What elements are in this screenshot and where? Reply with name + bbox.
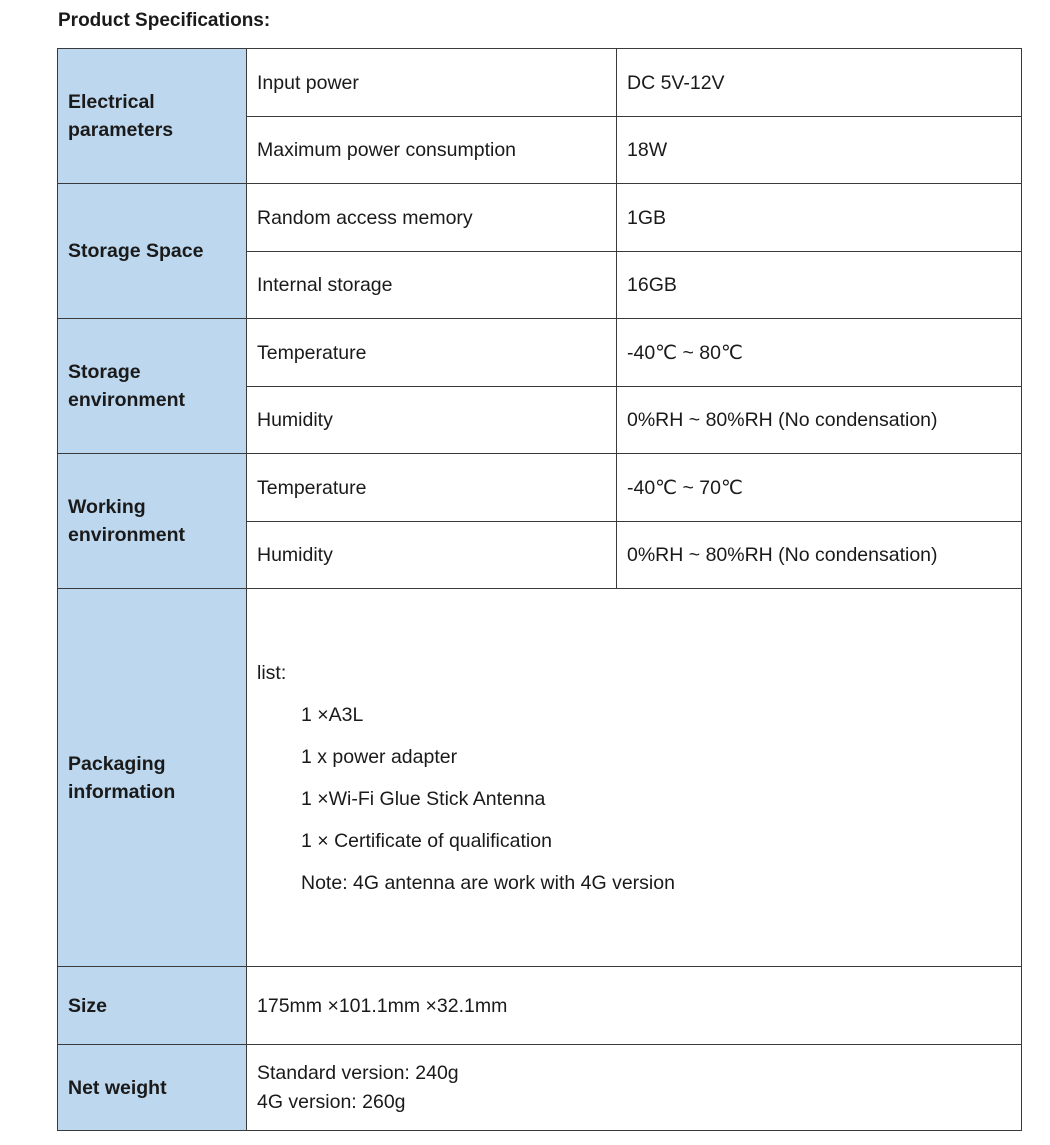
table-row — [58, 184, 1022, 252]
param-cell: Maximum power consumption — [247, 117, 617, 184]
category-net-weight: Net weight — [58, 1045, 247, 1131]
spec-table — [57, 48, 1022, 1131]
table-row — [58, 967, 1022, 1045]
table-row — [58, 589, 1022, 967]
value-cell: DC 5V-12V — [617, 49, 1022, 117]
table-row — [58, 49, 1022, 117]
value-cell: 18W — [617, 117, 1022, 184]
packaging-list-label: list: — [257, 661, 287, 684]
param-cell: Input power — [247, 49, 617, 117]
value-cell: 0%RH ~ 80%RH (No condensation) — [617, 522, 1022, 589]
net-weight-4g: 4G version: 260g — [257, 1090, 406, 1113]
category-electrical: Electrical parameters — [58, 49, 247, 184]
category-packaging-information: Packaging information — [58, 589, 247, 967]
category-size: Size — [58, 967, 247, 1045]
table-row — [58, 454, 1022, 522]
packaging-item: 1 × Certificate of qualification — [301, 829, 552, 852]
value-cell: -40℃ ~ 70℃ — [617, 454, 1022, 522]
param-cell: Humidity — [247, 387, 617, 454]
value-cell: 0%RH ~ 80%RH (No condensation) — [617, 387, 1022, 454]
param-cell: Random access memory — [247, 184, 617, 252]
param-cell: Humidity — [247, 522, 617, 589]
category-working-environment: Working environment — [58, 454, 247, 589]
packaging-cell — [247, 589, 1022, 967]
packaging-item: 1 ×A3L — [301, 703, 364, 726]
param-cell: Temperature — [247, 454, 617, 522]
packaging-note: Note: 4G antenna are work with 4G version — [301, 871, 675, 894]
value-cell: -40℃ ~ 80℃ — [617, 319, 1022, 387]
param-cell: Temperature — [247, 319, 617, 387]
table-row — [58, 1045, 1022, 1131]
packaging-item: 1 x power adapter — [301, 745, 458, 768]
packaging-item: 1 ×Wi-Fi Glue Stick Antenna — [301, 787, 546, 810]
value-cell: 16GB — [617, 252, 1022, 319]
param-cell: Internal storage — [247, 252, 617, 319]
size-value: 175mm ×101.1mm ×32.1mm — [247, 967, 1022, 1045]
document-title: Product Specifications: — [58, 10, 271, 31]
net-weight-standard: Standard version: 240g — [257, 1061, 459, 1084]
net-weight-cell — [247, 1045, 1022, 1131]
value-cell: 1GB — [617, 184, 1022, 252]
category-storage-environment: Storage environment — [58, 319, 247, 454]
table-row — [58, 319, 1022, 387]
category-storage-space: Storage Space — [58, 184, 247, 319]
